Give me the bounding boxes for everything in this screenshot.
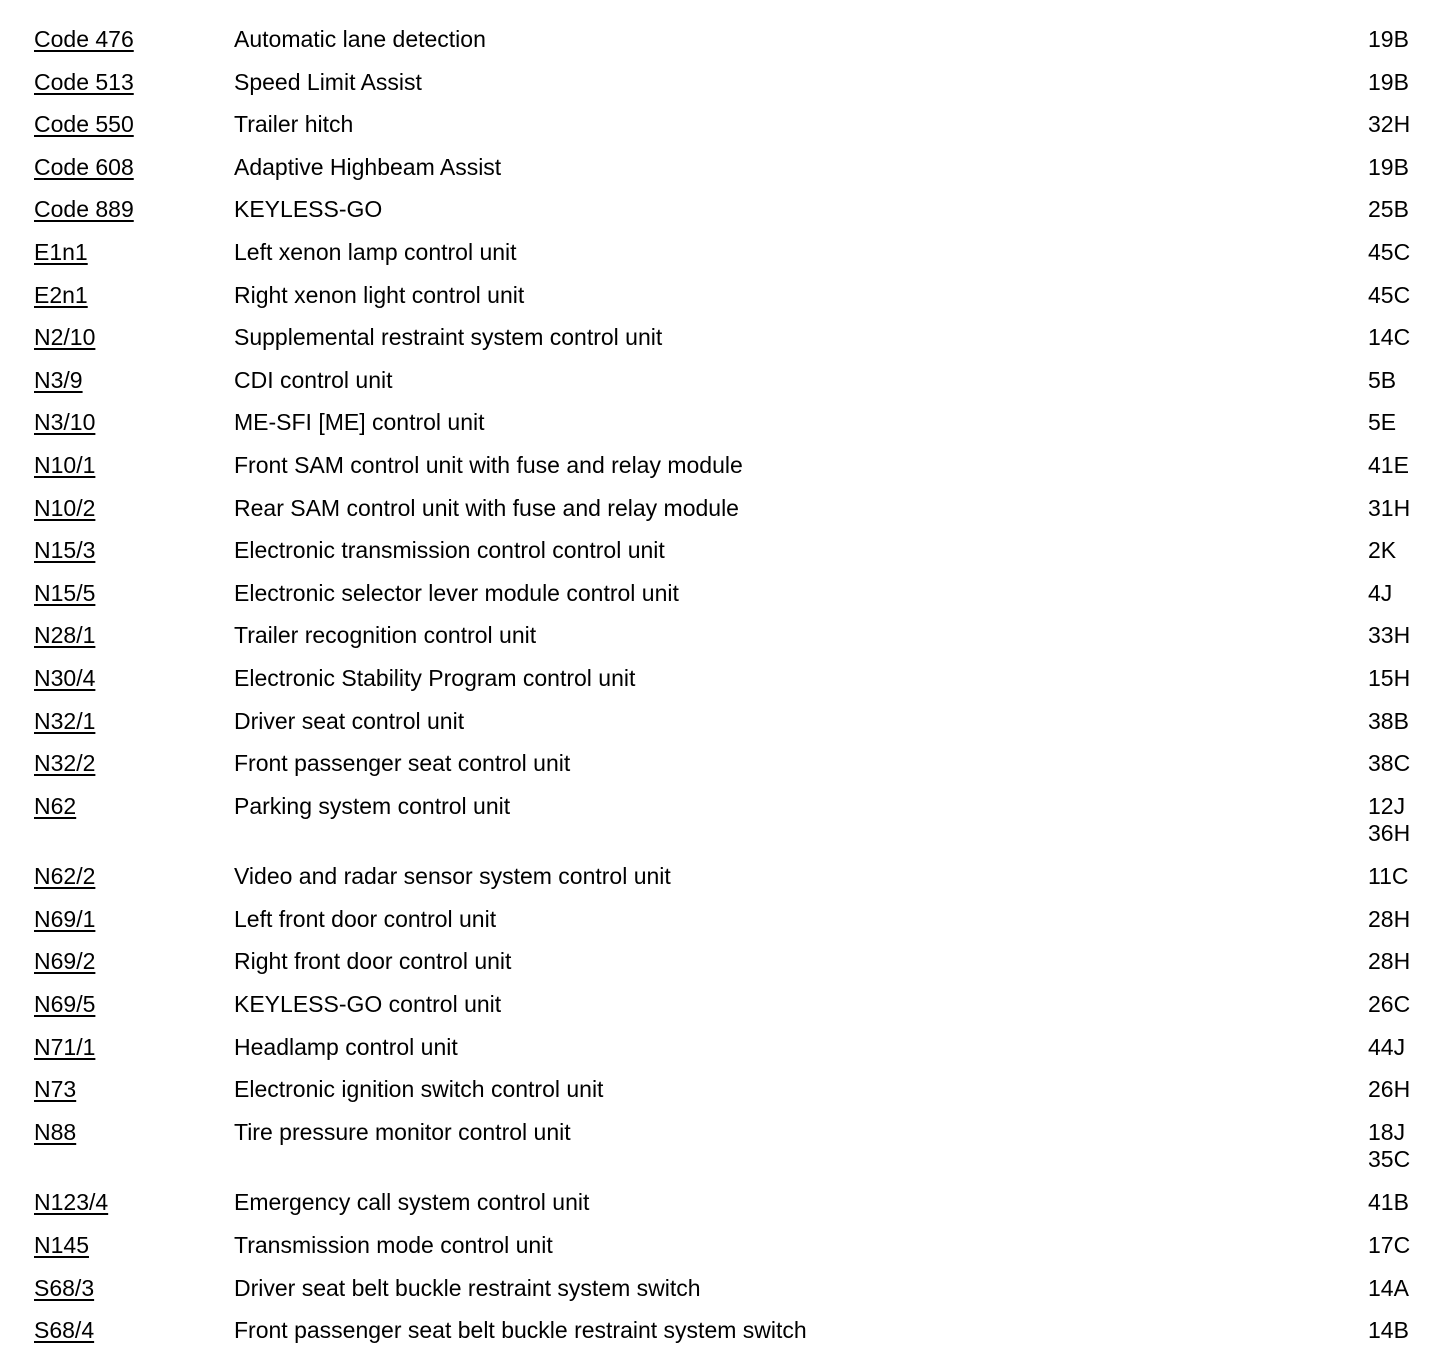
grid-reference-cell bbox=[1368, 1317, 1409, 1344]
list-item bbox=[0, 1232, 1456, 1275]
grid-reference: 38B bbox=[1368, 707, 1409, 734]
component-code-cell bbox=[0, 26, 234, 53]
component-description: Right xenon light control unit bbox=[234, 281, 525, 308]
component-code-cell bbox=[0, 111, 234, 138]
grid-reference-cell bbox=[1368, 26, 1409, 53]
component-code-cell bbox=[0, 906, 234, 933]
component-description: KEYLESS-GO control unit bbox=[234, 991, 502, 1018]
component-description: ME-SFI [ME] control unit bbox=[234, 409, 485, 436]
component-code-link[interactable]: Code 513 bbox=[34, 68, 134, 95]
component-code-link[interactable]: N32/2 bbox=[34, 750, 96, 777]
grid-reference-cell bbox=[1368, 750, 1410, 777]
component-code-cell bbox=[0, 367, 234, 394]
list-item bbox=[0, 708, 1456, 751]
grid-reference: 38C bbox=[1368, 750, 1411, 777]
list-item bbox=[0, 580, 1456, 623]
list-item bbox=[0, 111, 1456, 154]
grid-reference-cell bbox=[1368, 1189, 1409, 1216]
component-code-link[interactable]: N3/9 bbox=[34, 366, 83, 393]
grid-reference: 4J bbox=[1368, 579, 1393, 606]
component-code-link[interactable]: E1n1 bbox=[34, 238, 88, 265]
component-description: Front SAM control unit with fuse and relay module bbox=[234, 451, 743, 478]
list-item bbox=[0, 26, 1456, 69]
grid-reference-cell bbox=[1368, 324, 1410, 351]
component-code-cell bbox=[0, 324, 234, 351]
component-code-cell bbox=[0, 1275, 234, 1302]
component-code-cell bbox=[0, 1232, 234, 1259]
grid-reference: 5E bbox=[1368, 409, 1397, 436]
list-item bbox=[0, 196, 1456, 239]
list-item bbox=[0, 69, 1456, 112]
component-description: Right front door control unit bbox=[234, 948, 512, 975]
component-description: Left front door control unit bbox=[234, 905, 497, 932]
component-code-cell bbox=[0, 991, 234, 1018]
list-item bbox=[0, 1076, 1456, 1119]
component-list bbox=[0, 26, 1456, 1360]
component-description: Video and radar sensor system control unit bbox=[234, 863, 671, 890]
grid-reference: 2K bbox=[1368, 537, 1397, 564]
component-code-link[interactable]: N145 bbox=[34, 1232, 89, 1259]
grid-reference: 15H bbox=[1368, 664, 1411, 691]
component-code-link[interactable]: N71/1 bbox=[34, 1033, 96, 1060]
grid-reference-cell bbox=[1368, 665, 1410, 692]
grid-reference-cell bbox=[1368, 622, 1410, 649]
component-code-cell bbox=[0, 665, 234, 692]
component-code-cell bbox=[0, 239, 234, 266]
component-code-cell bbox=[0, 793, 234, 820]
grid-reference: 19B bbox=[1368, 68, 1409, 95]
component-code-cell bbox=[0, 1317, 234, 1344]
grid-reference: 45C bbox=[1368, 281, 1411, 308]
grid-reference: 36H bbox=[1368, 819, 1411, 846]
list-item bbox=[0, 991, 1456, 1034]
grid-reference-cell bbox=[1368, 991, 1410, 1018]
component-code-link[interactable]: N15/3 bbox=[34, 537, 96, 564]
component-description: Driver seat control unit bbox=[234, 707, 465, 734]
grid-reference-cell bbox=[1368, 708, 1409, 735]
grid-reference-cell bbox=[1368, 111, 1410, 138]
component-description: Electronic Stability Program control unit bbox=[234, 664, 636, 691]
list-item bbox=[0, 495, 1456, 538]
component-description: Electronic ignition switch control unit bbox=[234, 1076, 604, 1103]
grid-reference-cell bbox=[1368, 239, 1410, 266]
grid-reference-cell bbox=[1368, 948, 1410, 975]
component-code-cell bbox=[0, 1034, 234, 1061]
component-description: Front passenger seat control unit bbox=[234, 750, 571, 777]
component-code-link[interactable]: N123/4 bbox=[34, 1189, 109, 1216]
grid-reference-cell bbox=[1368, 409, 1396, 436]
grid-reference: 14B bbox=[1368, 1317, 1409, 1344]
component-code-link[interactable]: N62 bbox=[34, 792, 77, 819]
component-code-link[interactable]: N62/2 bbox=[34, 863, 96, 890]
list-item bbox=[0, 863, 1456, 906]
component-code-link[interactable]: N30/4 bbox=[34, 664, 96, 691]
component-description: Parking system control unit bbox=[234, 792, 511, 819]
grid-reference: 41B bbox=[1368, 1189, 1409, 1216]
grid-reference-cell bbox=[1368, 282, 1410, 309]
component-code-cell bbox=[0, 1076, 234, 1103]
grid-reference: 41E bbox=[1368, 451, 1409, 478]
list-item bbox=[0, 154, 1456, 197]
component-code-cell bbox=[0, 537, 234, 564]
component-code-link[interactable]: Code 608 bbox=[34, 153, 134, 180]
list-item bbox=[0, 948, 1456, 991]
grid-reference-cell bbox=[1368, 495, 1410, 522]
grid-reference: 28H bbox=[1368, 905, 1411, 932]
grid-reference: 32H bbox=[1368, 111, 1411, 138]
component-description: Trailer hitch bbox=[234, 111, 354, 138]
component-description: Automatic lane detection bbox=[234, 26, 486, 52]
grid-reference: 14C bbox=[1368, 324, 1411, 351]
grid-reference-cell bbox=[1368, 1232, 1410, 1259]
component-code-link[interactable]: N2/10 bbox=[34, 324, 96, 351]
component-code-cell bbox=[0, 154, 234, 181]
component-code-link[interactable]: Code 550 bbox=[34, 111, 134, 138]
grid-reference-cell bbox=[1368, 1034, 1405, 1061]
component-description: Supplemental restraint system control unit bbox=[234, 324, 663, 351]
list-item bbox=[0, 906, 1456, 949]
component-description: Trailer recognition control unit bbox=[234, 622, 537, 649]
grid-reference-cell bbox=[1368, 863, 1409, 890]
component-description: CDI control unit bbox=[234, 366, 393, 393]
grid-reference: 35C bbox=[1368, 1145, 1411, 1172]
component-code-cell bbox=[0, 863, 234, 890]
grid-reference-cell bbox=[1368, 367, 1396, 394]
list-item bbox=[0, 622, 1456, 665]
grid-reference: 45C bbox=[1368, 238, 1411, 265]
list-item bbox=[0, 665, 1456, 708]
component-code-link[interactable]: N3/10 bbox=[34, 409, 96, 436]
grid-reference-cell bbox=[1368, 196, 1409, 223]
component-code-link[interactable]: S68/4 bbox=[34, 1317, 95, 1344]
component-description: Front passenger seat belt buckle restraint system switch bbox=[234, 1317, 807, 1344]
component-code-link[interactable]: N28/1 bbox=[34, 622, 96, 649]
component-description: Driver seat belt buckle restraint system switch bbox=[234, 1274, 701, 1301]
component-code-link[interactable]: N32/1 bbox=[34, 707, 96, 734]
component-code-link[interactable]: N15/5 bbox=[34, 579, 96, 606]
component-description: Adaptive Highbeam Assist bbox=[234, 153, 502, 180]
list-item bbox=[0, 1189, 1456, 1232]
component-code-link[interactable]: N69/1 bbox=[34, 905, 96, 932]
list-item bbox=[0, 367, 1456, 410]
grid-reference-cell bbox=[1368, 537, 1396, 564]
component-description: Left xenon lamp control unit bbox=[234, 238, 517, 265]
component-description: Rear SAM control unit with fuse and relay module bbox=[234, 494, 739, 521]
list-item bbox=[0, 282, 1456, 325]
component-code-cell bbox=[0, 282, 234, 309]
component-code-link[interactable]: N88 bbox=[34, 1118, 77, 1145]
component-code-link[interactable]: N10/2 bbox=[34, 494, 96, 521]
list-item bbox=[0, 324, 1456, 367]
grid-reference-cell bbox=[1368, 154, 1409, 181]
list-item bbox=[0, 452, 1456, 495]
list-item bbox=[0, 793, 1456, 864]
list-item bbox=[0, 750, 1456, 793]
grid-reference: 26H bbox=[1368, 1076, 1411, 1103]
component-description: Speed Limit Assist bbox=[234, 68, 422, 95]
component-description: Electronic selector lever module control unit bbox=[234, 579, 679, 606]
grid-reference: 11C bbox=[1368, 863, 1409, 890]
grid-reference-cell bbox=[1368, 580, 1392, 607]
component-code-cell bbox=[0, 69, 234, 96]
list-item bbox=[0, 537, 1456, 580]
list-item bbox=[0, 1317, 1456, 1360]
grid-reference: 31H bbox=[1368, 494, 1411, 521]
component-description: Tire pressure monitor control unit bbox=[234, 1118, 571, 1145]
grid-reference: 19B bbox=[1368, 26, 1409, 52]
grid-reference-cell bbox=[1368, 1275, 1409, 1302]
grid-reference: 19B bbox=[1368, 153, 1409, 180]
component-code-cell bbox=[0, 1189, 234, 1216]
component-code-cell bbox=[0, 948, 234, 975]
list-item bbox=[0, 1034, 1456, 1077]
grid-reference: 17C bbox=[1368, 1232, 1411, 1259]
component-description: KEYLESS-GO bbox=[234, 196, 383, 223]
component-description: Transmission mode control unit bbox=[234, 1232, 553, 1259]
component-code-cell bbox=[0, 1119, 234, 1146]
component-code-cell bbox=[0, 622, 234, 649]
component-code-link[interactable]: N69/5 bbox=[34, 991, 96, 1018]
grid-reference-cell bbox=[1368, 1076, 1410, 1103]
component-code-cell bbox=[0, 196, 234, 223]
component-code-cell bbox=[0, 580, 234, 607]
component-code-link[interactable]: N10/1 bbox=[34, 451, 96, 478]
grid-reference: 12J bbox=[1368, 792, 1406, 819]
component-code-link[interactable]: N69/2 bbox=[34, 948, 96, 975]
grid-reference-cell bbox=[1368, 793, 1410, 847]
component-code-cell bbox=[0, 750, 234, 777]
grid-reference: 18J bbox=[1368, 1118, 1406, 1145]
grid-reference: 26C bbox=[1368, 991, 1411, 1018]
component-code-link[interactable]: Code 476 bbox=[34, 26, 134, 52]
grid-reference-cell bbox=[1368, 69, 1409, 96]
grid-reference: 44J bbox=[1368, 1033, 1406, 1060]
component-code-link[interactable]: E2n1 bbox=[34, 281, 88, 308]
grid-reference-cell bbox=[1368, 906, 1410, 933]
list-item bbox=[0, 1119, 1456, 1190]
list-item bbox=[0, 409, 1456, 452]
component-code-cell bbox=[0, 708, 234, 735]
grid-reference: 25B bbox=[1368, 196, 1409, 223]
list-item bbox=[0, 1275, 1456, 1318]
component-code-cell bbox=[0, 495, 234, 522]
component-description: Electronic transmission control control unit bbox=[234, 537, 665, 564]
component-code-link[interactable]: S68/3 bbox=[34, 1274, 95, 1301]
component-code-cell bbox=[0, 409, 234, 436]
grid-reference: 14A bbox=[1368, 1274, 1409, 1301]
grid-reference-cell bbox=[1368, 1119, 1410, 1173]
component-description: Emergency call system control unit bbox=[234, 1189, 590, 1216]
list-item bbox=[0, 239, 1456, 282]
grid-reference-cell bbox=[1368, 452, 1409, 479]
component-description: Headlamp control unit bbox=[234, 1033, 458, 1060]
component-code-cell bbox=[0, 452, 234, 479]
component-code-link[interactable]: Code 889 bbox=[34, 196, 134, 223]
grid-reference: 28H bbox=[1368, 948, 1411, 975]
component-code-link[interactable]: N73 bbox=[34, 1076, 77, 1103]
grid-reference: 5B bbox=[1368, 366, 1397, 393]
grid-reference: 33H bbox=[1368, 622, 1411, 649]
